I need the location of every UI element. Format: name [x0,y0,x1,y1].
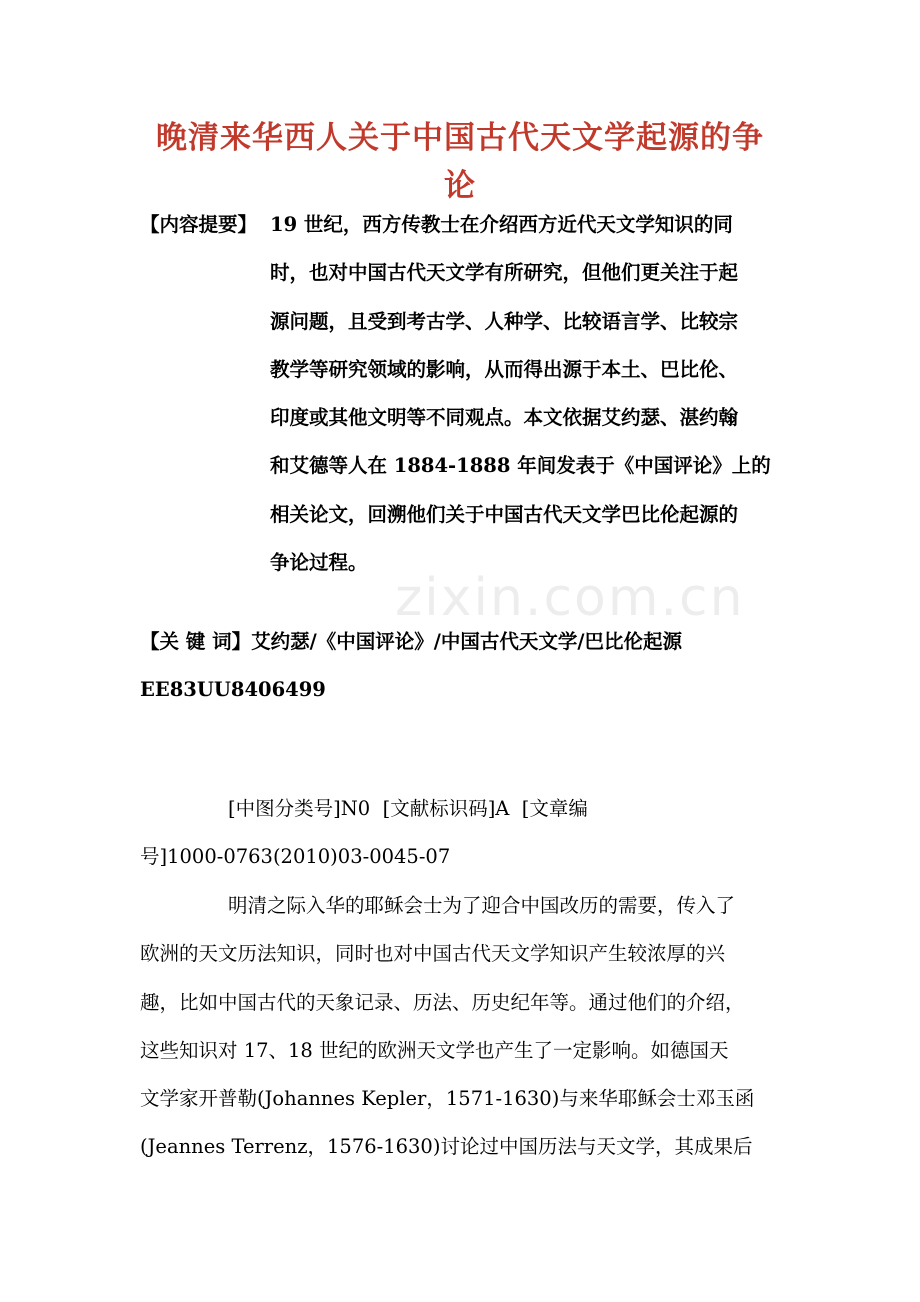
abstract-label: 【内容提要】 [140,213,258,236]
abstract-line: 争论过程。 [270,551,368,575]
body-line: 欧洲的天文历法知识，同时也对中国古代天文学知识产生较浓厚的兴 [140,942,726,966]
document-code: EE83UU8406499 [140,678,326,701]
body-line: (Jeannes Terrenz，1576-1630)讨论过中国历法与天文学，其成果后 [140,1135,753,1159]
body-line: 这些知识对 17、18 世纪的欧洲天文学也产生了一定影响。如德国天 [140,1038,729,1062]
abstract-line: 相关论文，回溯他们关于中国古代天文学巴比伦起源的 [270,502,739,526]
keywords-label: 【关 键 词】 [140,630,252,653]
classification-line-2: 号]1000-0763(2010)03-0045-07 [140,845,451,868]
body-line: 明清之际入华的耶稣会士为了迎合中国改历的需要，传入了 [228,894,736,917]
abstract-line: 时，也对中国古代天文学有所研究，但他们更关注于起 [270,261,739,285]
keywords-text: 艾约瑟/《中国评论》/中国古代天文学/巴比伦起源 [251,630,682,653]
body-line: 文学家开普勒(Johannes Kepler，1571-1630)与来华耶稣会士邓玉函 [140,1087,755,1111]
article-title-line-1: 晚清来华西人关于中国古代天文学起源的争 [156,120,764,156]
keywords-row [140,630,682,654]
abstract-line: 和艾德等人在 1884-1888 年间发表于《中国评论》上的 [270,454,771,478]
abstract-line: 源问题，且受到考古学、人种学、比较语言学、比较宗 [270,309,739,333]
abstract-line: 19 世纪，西方传教士在介绍西方近代天文学知识的同 [270,213,733,236]
article-title-line-2: 论 [444,168,476,204]
abstract-line: 教学等研究领域的影响，从而得出源于本土、巴比伦、 [270,357,739,381]
abstract-text [270,213,790,599]
site-watermark: zixin.com.cn [395,568,745,628]
body-paragraph [140,894,780,1184]
classification-line-1: [中图分类号]N0 [文献标识码]A [文章编 [228,797,588,820]
abstract-line: 印度或其他文明等不同观点。本文依据艾约瑟、湛约翰 [270,406,739,430]
body-line: 趣，比如中国古代的天象记录、历法、历史纪年等。通过他们的介绍， [140,990,745,1014]
